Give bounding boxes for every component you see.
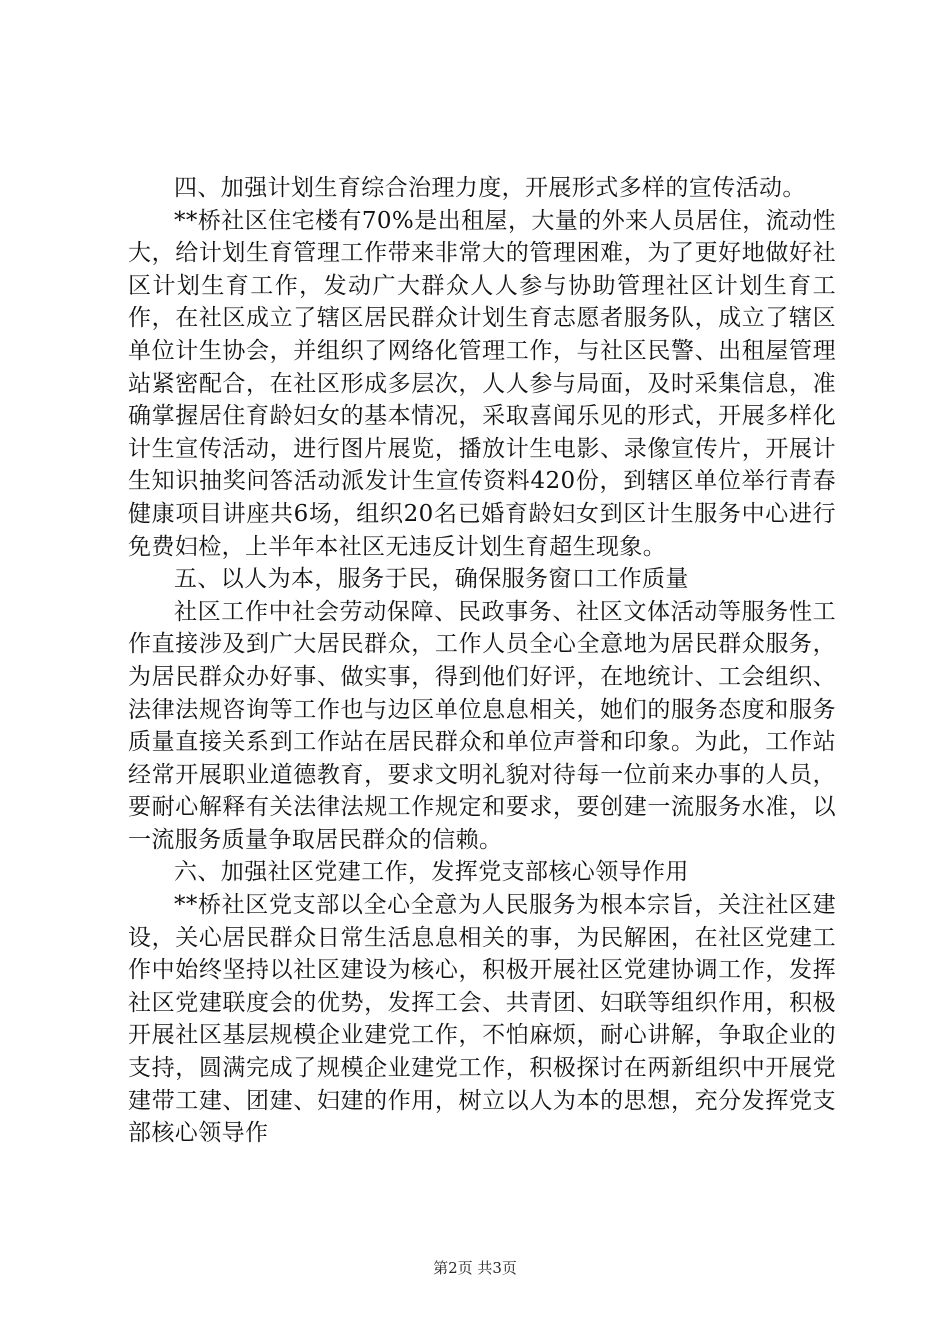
section-heading-4: 四、加强计划生育综合治理力度，开展形式多样的宣传活动。 (174, 175, 806, 201)
paragraph-family-planning: **桥社区住宅楼有70%是出租屋，大量的外来人员居住，流动性大，给计划生育管理工作带来非常大的管理困难，为了更好地做好社区计划生育工作，发动广大群众人人参与协助管理社区计划生育工作，在社区成立了辖区居民群众计划生育志愿者服务队，成立了辖区单位计生协会，并组织了网络化管理工作，与社区民警、出租屋管理站紧密配合，在社区形成多层次，人人参与局面，及时采集信息，准确掌握居住育龄妇女的基本情况，采取喜闻乐见的形式，开展多样化计生宣传活动，进行图片展览，播放计生电影、录像宣传片，开展计生知识抽奖问答活动派发计生宣传资料420份，到辖区单位举行青春健康项目讲座共6场，组织20名已婚育龄妇女到区计生服务中心进行免费妇检，上半年本社区无违反计划生育超生现象。 (128, 207, 836, 560)
page-number-footer: 第2页 共3页 (433, 1259, 517, 1277)
paragraph-service-window: 社区工作中社会劳动保障、民政事务、社区文体活动等服务性工作直接涉及到广大居民群众，工作人员全心全意地为居民群众服务，为居民群众办好事、做实事，得到他们好评，在地统计、工会组织、法律法规咨询等工作也与边区单位息息相关，她们的服务态度和服务质量直接关系到工作站在居民群众和单位声誉和印象。为此，工作站经常开展职业道德教育，要求文明礼貌对待每一位前来办事的人员，要耐心解释有关法律法规工作规定和要求，要创建一流服务水准，以一流服务质量争取居民群众的信赖。 (128, 598, 836, 853)
document-body (128, 172, 836, 1150)
section-heading-5: 五、以人为本，服务于民，确保服务窗口工作质量 (174, 566, 689, 593)
paragraph-party-building: **桥社区党支部以全心全意为人民服务为根本宗旨，关注社区建设，关心居民群众日常生活息息相关的事，为民解困，在社区党建工作中始终坚持以社区建设为核心，积极开展社区党建协调工作，发挥社区党建联度会的优势，发挥工会、共青团、妇联等组织作用，积极开展社区基层规模企业建党工作，不怕麻烦，耐心讲解，争取企业的支持，圆满完成了规模企业建党工作，积极探讨在两新组织中开展党建带工建、团建、妇建的作用，树立以人为本的思想，充分发挥党支部核心领导作 (128, 892, 836, 1147)
section-heading-6: 六、加强社区党建工作，发挥党支部核心领导作用 (174, 859, 689, 886)
